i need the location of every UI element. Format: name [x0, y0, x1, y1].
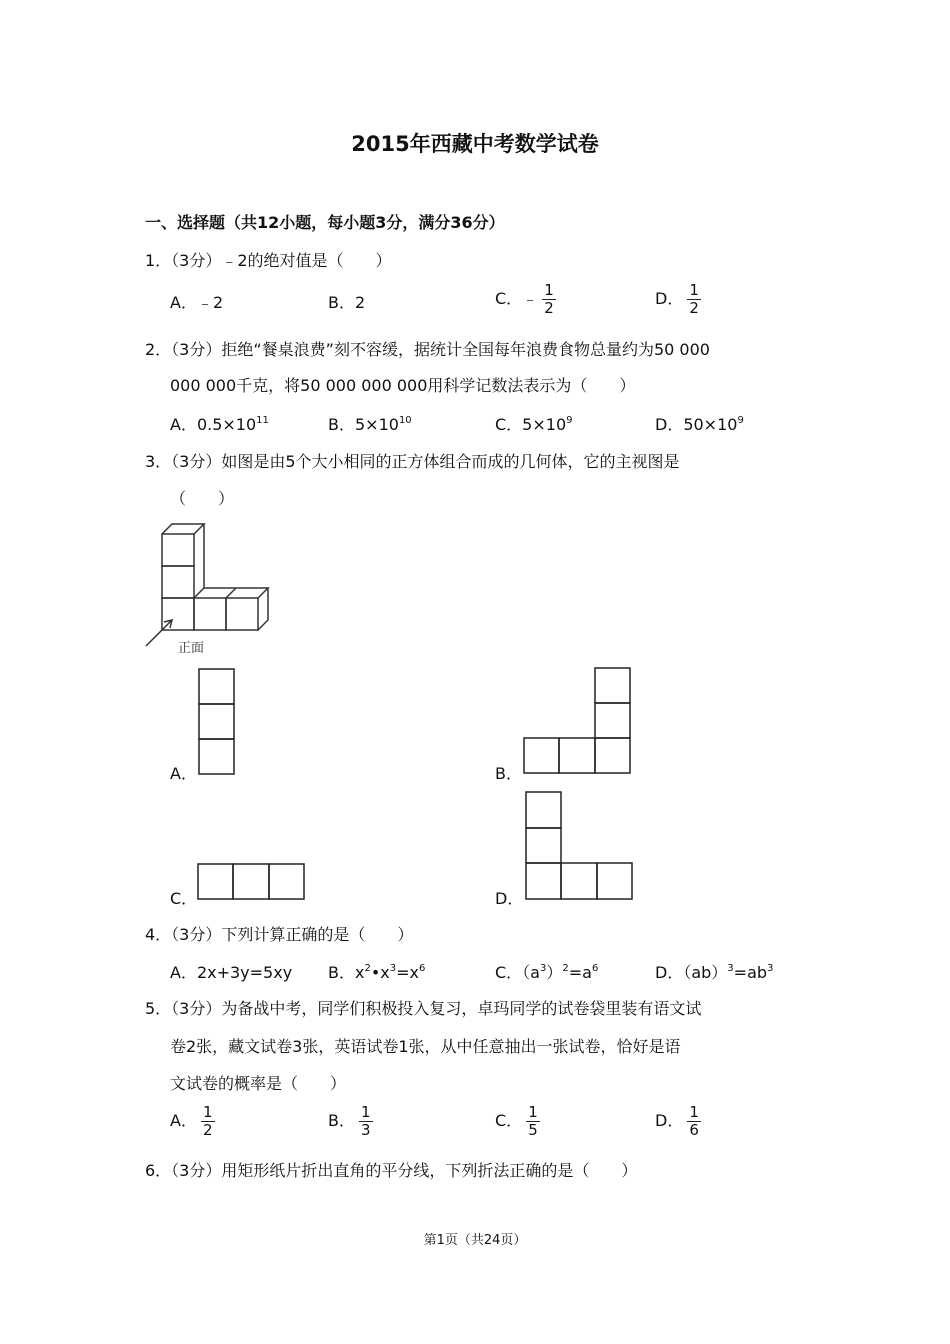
- q5-d-fraction: [687, 1104, 701, 1139]
- cube-figure: [140, 518, 290, 663]
- q3-option-c-figure: [197, 863, 307, 903]
- question-5-stem-line2: 卷2张，藏文试卷3张，英语试卷1张，从中任意抽出一张试卷，恰好是语: [170, 1037, 681, 1056]
- q5-d-label: D．: [655, 1111, 684, 1130]
- q4-b-exponent: 6: [418, 963, 426, 974]
- q4-b-part: =x: [396, 963, 419, 982]
- q5-b-fraction: [359, 1104, 373, 1139]
- q4-b-exponent: 2: [364, 963, 371, 974]
- fraction-numerator: 1: [544, 281, 554, 299]
- q1-option-a: A．﹣2: [170, 293, 224, 312]
- q4-c-exponent: 6: [591, 963, 599, 974]
- question-5-stem-line3: 文试卷的概率是（ ）: [170, 1074, 347, 1093]
- question-3-stem-line1: 3．（3分）如图是由5个大小相同的正方体组合而成的几何体，它的主视图是: [145, 452, 680, 471]
- q5-c-fraction: [526, 1104, 540, 1139]
- fraction-numerator: 1: [689, 1103, 699, 1121]
- q1-option-d-fraction: [687, 282, 701, 317]
- q2-option-c: [495, 412, 573, 435]
- question-3-stem-line2: （ ）: [170, 489, 235, 508]
- q2-option-b: [328, 412, 412, 435]
- question-1-stem: 1．（3分）﹣2的绝对值是（ ）: [145, 251, 392, 270]
- section-heading: 一、选择题（共12小题，每小题3分，满分36分）: [145, 213, 505, 232]
- fraction-numerator: 1: [202, 1103, 213, 1121]
- question-4-stem: 4．（3分）下列计算正确的是（ ）: [145, 925, 414, 944]
- q3-option-d-label: D．: [495, 889, 524, 908]
- q4-d-part: =ab: [733, 963, 768, 982]
- fraction-denominator: 2: [544, 299, 554, 317]
- fraction-denominator: 2: [689, 299, 699, 317]
- q4-c-part: =a: [568, 963, 592, 982]
- q2-option-a: [170, 412, 269, 435]
- q2-a-base: A．0.5×10: [170, 415, 257, 434]
- q5-option-d: [655, 1104, 701, 1139]
- q5-option-b: [328, 1104, 373, 1139]
- q4-d-exponent: 3: [767, 963, 774, 974]
- page-title: 2015年西藏中考数学试卷: [351, 132, 599, 156]
- q3-option-b-figure: [523, 667, 633, 777]
- q1-option-c: [495, 282, 556, 317]
- q5-option-a: [170, 1104, 215, 1139]
- q4-b-part: B．x: [328, 963, 365, 982]
- q1-option-c-label: C．﹣: [495, 289, 539, 308]
- q1-option-d: [655, 282, 701, 317]
- q2-b-base: B．5×10: [328, 415, 399, 434]
- q1-option-c-fraction: [542, 282, 556, 317]
- q4-option-b: [328, 960, 425, 983]
- q3-option-b-label: B．: [495, 764, 522, 783]
- q3-option-c-label: C．: [170, 889, 198, 908]
- question-2-stem-line2: 000 000千克，将50 000 000 000用科学记数法表示为（ ）: [170, 376, 636, 395]
- q4-d-part: D．（ab）: [655, 963, 728, 982]
- q4-c-exponent: 3: [539, 963, 547, 974]
- question-5-stem-line1: 5．（3分）为备战中考，同学们积极投入复习，卓玛同学的试卷袋里装有语文试: [145, 999, 702, 1018]
- fraction-numerator: 1: [360, 1103, 371, 1121]
- q2-d-base: D．50×10: [655, 415, 738, 434]
- q2-b-exponent: 10: [398, 415, 412, 426]
- q4-d-exponent: 3: [727, 963, 734, 974]
- q5-a-fraction: [201, 1104, 215, 1139]
- q4-c-part: C．（a: [495, 963, 540, 982]
- q1-option-b: B．2: [328, 293, 366, 312]
- fraction-denominator: 2: [202, 1121, 213, 1139]
- fraction-denominator: 5: [528, 1121, 538, 1139]
- front-label: 正面: [178, 641, 205, 656]
- q5-a-label: A．: [170, 1111, 197, 1130]
- q4-b-exponent: 3: [389, 963, 397, 974]
- q5-option-c: [495, 1104, 540, 1139]
- q3-option-a-figure: [198, 668, 236, 778]
- q3-option-a-label: A．: [170, 764, 197, 783]
- question-6-stem: 6．（3分）用矩形纸片折出直角的平分线，下列折法正确的是（ ）: [145, 1161, 638, 1180]
- page-footer: 第1页（共24页）: [423, 1233, 527, 1248]
- q2-c-base: C．5×10: [495, 415, 567, 434]
- q4-option-a: A．2x+3y=5xy: [170, 963, 293, 982]
- q5-b-label: B．: [328, 1111, 355, 1130]
- q2-a-exponent: 11: [256, 415, 269, 426]
- q4-c-exponent: 2: [562, 963, 569, 974]
- q4-option-c: [495, 960, 598, 983]
- q4-b-part: •x: [370, 963, 390, 982]
- q2-d-exponent: 9: [737, 415, 744, 426]
- fraction-numerator: 1: [528, 1103, 538, 1121]
- q2-option-d: [655, 412, 744, 435]
- q4-c-part: ）: [546, 963, 563, 982]
- fraction-denominator: 6: [689, 1121, 699, 1139]
- question-2-stem-line1: 2．（3分）拒绝“餐桌浪费”刻不容缓，据统计全国每年浪费食物总量约为50 000: [145, 340, 710, 359]
- q1-option-d-label: D．: [655, 289, 684, 308]
- fraction-numerator: 1: [689, 281, 699, 299]
- q3-option-d-figure: [525, 791, 635, 903]
- q4-option-d: [655, 960, 773, 983]
- q2-c-exponent: 9: [566, 415, 573, 426]
- q5-c-label: C．: [495, 1111, 523, 1130]
- fraction-denominator: 3: [360, 1121, 371, 1139]
